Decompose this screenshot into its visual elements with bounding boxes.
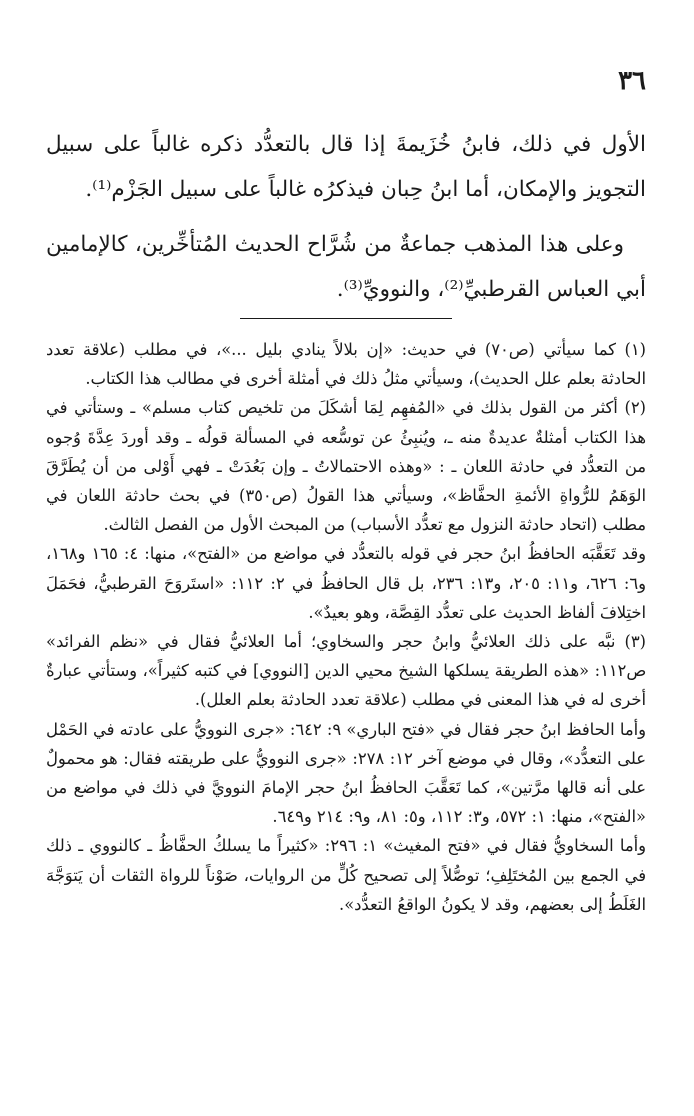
footnote-2: (٢) أكثر من القول بذلك في «المُفهِم لِمَا أشكَلَ من تلخيص كتاب مسلم» ـ وستأتي في هذا الكتاب أمثلةٌ عديدةٌ منه ـ، ويُنبِئُ عن توسُّعه في المسألة قولُه ـ وقد أوردَ عِدَّةَ وُجوه من التعدُّد في حادثة اللعان ـ : «وهذه الاحتمالاتُ ـ وإن بَعُدَتْ ـ فهي أَوْلى من أن يُطَرَّقَ الوَهَمُ للرُّواةِ الأئمةِ الحفَّاظ»، وسيأتي هذا القولُ (ص٣٥٠) في بحث حادثة اللعان في مطلب (اتحاد حادثة النزول مع تعدُّد الأسباب) من المبحث الأول من الفصل الثالث. <box>46 398 646 535</box>
footnotes <box>46 335 646 919</box>
footnote-1: (١) كما سيأتي (ص٧٠) في حديث: «إن بلالاً ينادي بليل ...»، في مطلب (علاقة تعدد الحادثة بعلم علل الحديث)، وسيأتي مثلُ ذلك في أمثلة أخرى في مطالب هذا الكتاب. <box>46 340 646 389</box>
footnote-3-continuation-sakhawi: وأما السخاويُّ فقال في «فتح المغيث» ١: ٢٩٦: «كثيراً ما يسلكُ الحفَّاظُ ـ كالنووي ـ ذلك في الجمع بين المُختَلِفِ؛ توصُّلاً إلى تصحيح كُلٍّ من الروايات، صَوْناً للرواة الثقات أن يَتوَجَّهَ الغَلَطُ إلى بعضهم، وقد لا يكونُ الواقعُ التعدُّد». <box>46 836 647 914</box>
page-number: ٣٦ <box>618 66 646 96</box>
footnote-3-continuation-hajar: وأما الحافظ ابنُ حجر فقال في «فتح الباري» ٩: ٦٤٢: «جرى النوويُّ على عادته في الحَمْل على التعدُّد»، وقال في موضع آخر ١٢: ٢٧٨: «جرى النوويُّ على طريقته فقال: هو محمولٌ على أنه قالها مرَّتين»، كما تَعَقَّبَ الحافظُ ابنُ حجر الإمامَ النوويَّ في ذلك في مواضع من «الفتح»، منها: ١: ٥٧٢، و٣: ١١٢، و٥: ٨١، و٩: ٢١٤ و٦٤٩. <box>46 719 646 827</box>
footnote-divider <box>240 318 452 319</box>
main-paragraph-2: وعلى هذا المذهب جماعةٌ من شُرَّاح الحديث المُتأخِّرين، كالإمامين أبي العباس القرطبيِّ⁽²⁾، والنوويِّ⁽³⁾. <box>46 232 646 302</box>
footnote-2-continuation: وقد تَعَقَّبَه الحافظُ ابنُ حجر في قوله بالتعدُّد في مواضع من «الفتح»، منها: ٤: ١٦٥ و١٦٨، و٦: ٦٢٦، و١١: ٢٠٥، و١٣: ٢٣٦، بل قال الحافظُ في ٢: ١١٢: «استَروَحَ القرطبيُّ، فحَمَلَ اختِلافَ ألفاظ الحديث على تعدُّد القِصَّة، وهو بعيدٌ». <box>46 544 646 622</box>
main-paragraph-1: الأول في ذلك، فابنُ خُزَيمةَ إذا قال بالتعدُّد ذكره غالباً على سبيل التجويز والإمكان، أما ابنُ حِبان فيذكرُه غالباً على سبيل الجَزْم⁽¹⁾. <box>46 132 646 202</box>
footnote-3: (٣) نبَّه على ذلك العلائيُّ وابنُ حجر والسخاوي؛ أما العلائيُّ فقال في «نظم الفرائد» ص١١٢: «هذه الطريقة يسلكها الشيخ محيي الدين [النووي] في كتبه كثيراً»، وستأتي عبارةٌ أخرى له في هذا المعنى في مطلب (علاقة تعدد الحادثة بعلم العلل). <box>46 632 646 710</box>
main-text <box>46 122 646 312</box>
